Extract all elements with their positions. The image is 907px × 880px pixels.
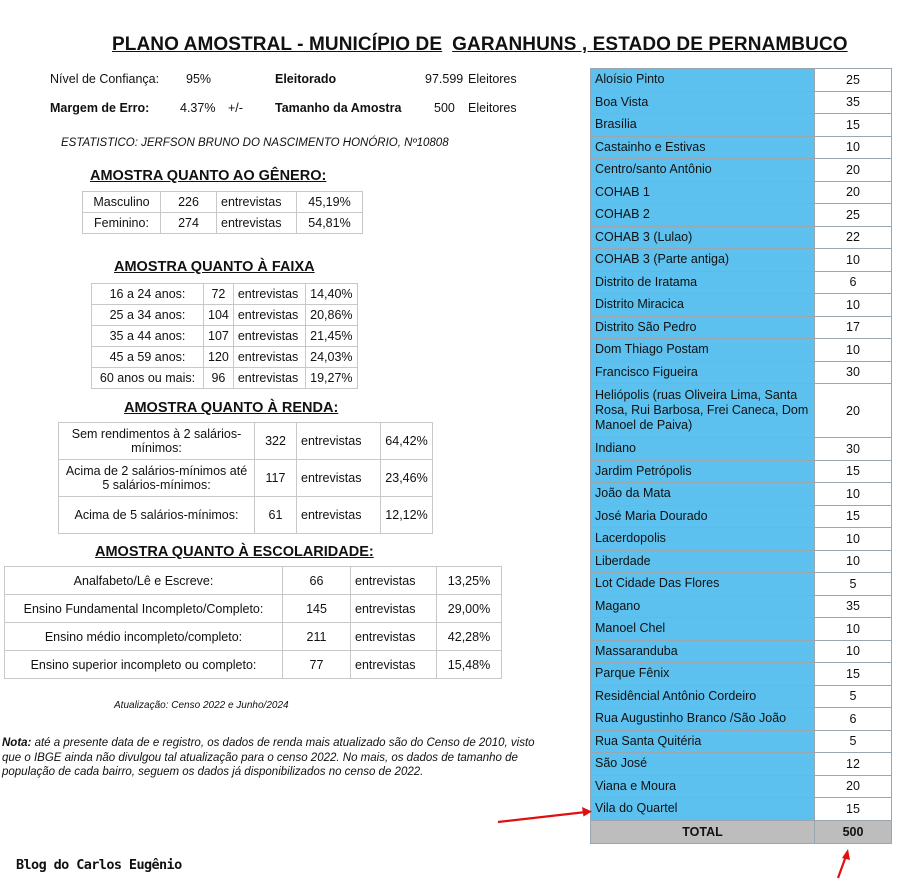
neighborhood-count: 30 [815, 438, 892, 461]
sample-size-unit: Eleitores [468, 101, 517, 115]
row-percent: 24,03% [305, 347, 357, 368]
margin-value: 4.37% [180, 101, 216, 115]
row-unit: entrevistas [351, 567, 437, 595]
row-count: 274 [161, 213, 217, 234]
total-value: 500 [815, 820, 892, 843]
row-count: 72 [204, 284, 234, 305]
row-unit: entrevistas [217, 192, 297, 213]
neighborhood-name: COHAB 3 (Lulao) [591, 226, 815, 249]
title-part-1: PLANO AMOSTRAL - MUNICÍPIO DE [112, 34, 443, 55]
neighborhood-name: Aloísio Pinto [591, 69, 815, 92]
neighborhood-name: Massaranduba [591, 640, 815, 663]
age-heading: AMOSTRA QUANTO À FAIXA [114, 259, 315, 275]
neighborhood-name: Boa Vista [591, 91, 815, 114]
neighborhood-name: Rua Augustinho Branco /São João [591, 708, 815, 731]
row-count: 107 [204, 326, 234, 347]
row-percent: 14,40% [305, 284, 357, 305]
neighborhood-count: 5 [815, 573, 892, 596]
row-unit: entrevistas [351, 595, 437, 623]
neighborhood-name: Jardim Petrópolis [591, 460, 815, 483]
row-label: Analfabeto/Lê e Escreve: [5, 567, 283, 595]
row-percent: 12,12% [381, 497, 433, 534]
total-label: TOTAL [591, 820, 815, 843]
electorate-label: Eleitorado [275, 72, 337, 86]
row-percent: 20,86% [305, 305, 357, 326]
row-label: Ensino Fundamental Incompleto/Completo: [5, 595, 283, 623]
row-count: 145 [283, 595, 351, 623]
neighborhood-name: Centro/santo Antônio [591, 159, 815, 182]
row-label: Acima de 5 salários-mínimos: [59, 497, 255, 534]
neighborhood-name: Distrito de Iratama [591, 271, 815, 294]
neighborhood-name: João da Mata [591, 483, 815, 506]
neighborhood-name: Distrito São Pedro [591, 316, 815, 339]
electorate-value: 97.599 [425, 72, 464, 86]
neighborhood-name: Francisco Figueira [591, 361, 815, 384]
neighborhood-count: 10 [815, 339, 892, 362]
row-label: Ensino médio incompleto/completo: [5, 623, 283, 651]
neighborhood-name: COHAB 3 (Parte antiga) [591, 249, 815, 272]
row-label: Feminino: [83, 213, 161, 234]
row-percent: 23,46% [381, 460, 433, 497]
row-label: Masculino [83, 192, 161, 213]
confidence-label: Nível de Confiança: [50, 72, 160, 86]
neighborhood-count: 35 [815, 91, 892, 114]
row-percent: 15,48% [437, 651, 502, 679]
neighborhood-count: 5 [815, 730, 892, 753]
neighborhood-name: Lot Cidade Das Flores [591, 573, 815, 596]
neighborhood-count: 25 [815, 69, 892, 92]
row-count: 104 [204, 305, 234, 326]
arrow-to-vila-do-quartel-icon [498, 812, 586, 822]
neighborhood-name: COHAB 1 [591, 181, 815, 204]
neighborhood-count: 6 [815, 271, 892, 294]
arrow-to-total-icon [838, 856, 846, 878]
row-percent: 21,45% [305, 326, 357, 347]
gender-heading: AMOSTRA QUANTO AO GÊNERO: [90, 168, 327, 184]
row-unit: entrevistas [351, 623, 437, 651]
row-unit: entrevistas [297, 423, 381, 460]
row-count: 226 [161, 192, 217, 213]
neighborhood-count: 10 [815, 640, 892, 663]
row-percent: 42,28% [437, 623, 502, 651]
row-label: 45 a 59 anos: [92, 347, 204, 368]
neighborhood-name: Lacerdopolis [591, 528, 815, 551]
neighborhood-count: 15 [815, 663, 892, 686]
row-count: 120 [204, 347, 234, 368]
row-label: 35 a 44 anos: [92, 326, 204, 347]
income-heading: AMOSTRA QUANTO À RENDA: [124, 400, 339, 416]
row-count: 117 [255, 460, 297, 497]
footnote-text: até a presente data de e registro, os dados de renda mais atualizado são do Censo de 2010, visto que o IBGE ainda não divulgou tal atualização para o censo 2022. No mais, os dados de tamanho de população de cada bairro, seguem os dados já disponibilizados no censo de 2022. [2, 737, 535, 778]
neighborhood-count: 5 [815, 685, 892, 708]
row-percent: 54,81% [297, 213, 363, 234]
neighborhood-name: Rua Santa Quitéria [591, 730, 815, 753]
row-unit: entrevistas [297, 460, 381, 497]
row-label: Ensino superior incompleto ou completo: [5, 651, 283, 679]
neighborhood-name: Indiano [591, 438, 815, 461]
neighborhood-name: Magano [591, 595, 815, 618]
neighborhood-name: COHAB 2 [591, 204, 815, 227]
row-percent: 45,19% [297, 192, 363, 213]
neighborhood-count: 10 [815, 136, 892, 159]
neighborhood-count: 20 [815, 775, 892, 798]
neighborhood-count: 10 [815, 618, 892, 641]
neighborhood-count: 15 [815, 505, 892, 528]
neighborhood-count: 10 [815, 483, 892, 506]
row-percent: 29,00% [437, 595, 502, 623]
neighborhood-count: 10 [815, 528, 892, 551]
blog-signature: Blog do Carlos Eugênio [16, 857, 182, 873]
row-unit: entrevistas [233, 368, 305, 389]
neighborhood-count: 25 [815, 204, 892, 227]
row-unit: entrevistas [351, 651, 437, 679]
neighborhood-name: José Maria Dourado [591, 505, 815, 528]
neighborhood-count: 30 [815, 361, 892, 384]
electorate-unit: Eleitores [468, 72, 517, 86]
row-percent: 19,27% [305, 368, 357, 389]
row-unit: entrevistas [233, 284, 305, 305]
row-label: Acima de 2 salários-mínimos até 5 salários-mínimos: [59, 460, 255, 497]
row-count: 66 [283, 567, 351, 595]
neighborhood-count: 20 [815, 159, 892, 182]
neighborhood-count: 17 [815, 316, 892, 339]
arrowhead-up-icon [842, 849, 850, 860]
neighborhood-count: 10 [815, 550, 892, 573]
title-part-2: GARANHUNS , ESTADO DE PERNAMBUCO [452, 34, 848, 55]
row-label: 25 a 34 anos: [92, 305, 204, 326]
neighborhood-name: Heliópolis (ruas Oliveira Lima, Santa Rosa, Rui Barbosa, Frei Caneca, Dom Manoel de Paiva) [591, 384, 815, 438]
row-unit: entrevistas [233, 326, 305, 347]
row-label: Sem rendimentos à 2 salários-mínimos: [59, 423, 255, 460]
neighborhood-count: 35 [815, 595, 892, 618]
neighborhood-count: 10 [815, 249, 892, 272]
neighborhood-name: Viana e Moura [591, 775, 815, 798]
neighborhood-name: Parque Fênix [591, 663, 815, 686]
neighborhood-name: Manoel Chel [591, 618, 815, 641]
row-count: 61 [255, 497, 297, 534]
row-label: 16 a 24 anos: [92, 284, 204, 305]
neighborhood-name: São José [591, 753, 815, 776]
neighborhood-name: Liberdade [591, 550, 815, 573]
sample-size-label: Tamanho da Amostra [275, 101, 402, 115]
row-count: 77 [283, 651, 351, 679]
neighborhood-count: 20 [815, 384, 892, 438]
neighborhood-count: 15 [815, 114, 892, 137]
neighborhood-name: Residêncial Antônio Cordeiro [591, 685, 815, 708]
neighborhood-count: 12 [815, 753, 892, 776]
row-unit: entrevistas [217, 213, 297, 234]
row-unit: entrevistas [233, 347, 305, 368]
neighborhood-name: Vila do Quartel [591, 798, 815, 821]
neighborhood-count: 22 [815, 226, 892, 249]
arrowhead-right-icon [582, 807, 592, 817]
row-unit: entrevistas [233, 305, 305, 326]
update-note: Atualização: Censo 2022 e Junho/2024 [114, 700, 289, 711]
row-percent: 13,25% [437, 567, 502, 595]
neighborhood-name: Distrito Miracica [591, 294, 815, 317]
row-label: 60 anos ou mais: [92, 368, 204, 389]
neighborhood-count: 20 [815, 181, 892, 204]
neighborhood-name: Dom Thiago Postam [591, 339, 815, 362]
row-count: 96 [204, 368, 234, 389]
row-count: 211 [283, 623, 351, 651]
sample-size-value: 500 [434, 101, 455, 115]
neighborhood-name: Castainho e Estivas [591, 136, 815, 159]
neighborhood-name: Brasília [591, 114, 815, 137]
margin-plus-minus: +/- [228, 101, 243, 115]
confidence-value: 95% [186, 72, 212, 86]
neighborhood-count: 15 [815, 460, 892, 483]
row-count: 322 [255, 423, 297, 460]
row-unit: entrevistas [297, 497, 381, 534]
margin-label: Margem de Erro: [50, 101, 150, 115]
footnote-label: Nota: [2, 737, 32, 749]
neighborhood-count: 6 [815, 708, 892, 731]
neighborhood-count: 10 [815, 294, 892, 317]
neighborhood-count: 15 [815, 798, 892, 821]
row-percent: 64,42% [381, 423, 433, 460]
education-heading: AMOSTRA QUANTO À ESCOLARIDADE: [95, 544, 374, 560]
statistician-credit: ESTATISTICO: JERFSON BRUNO DO NASCIMENTO HONÓRIO, Nº10808 [61, 137, 449, 149]
